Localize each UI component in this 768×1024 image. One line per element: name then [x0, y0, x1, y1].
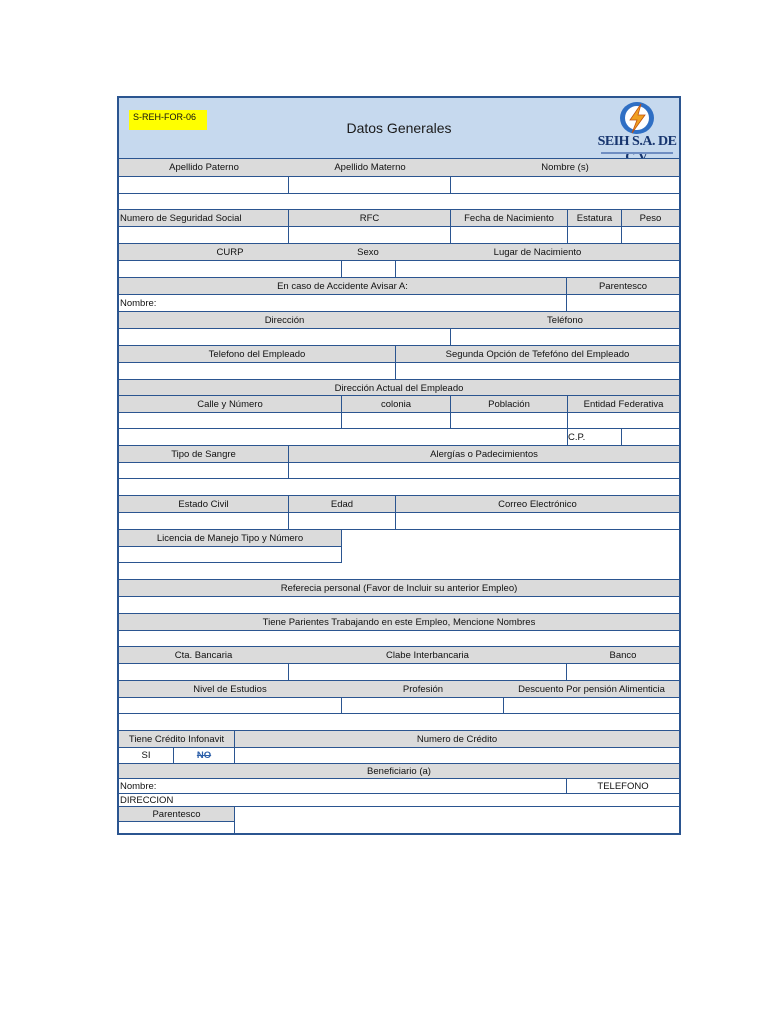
telefono-field[interactable] [451, 329, 679, 345]
apellido-materno-label: Apellido Materno [334, 162, 406, 173]
estado-civil-field[interactable] [119, 513, 288, 529]
edad-label: Edad [330, 498, 354, 510]
credito-infonavit-label: Tiene Crédito Infonavit [128, 733, 225, 745]
telefono-label: Teléfono [547, 314, 583, 326]
beneficiario-parentesco-field[interactable] [119, 822, 234, 835]
descuento-field[interactable] [504, 698, 679, 713]
profesion-label: Profesión [402, 683, 444, 695]
estado-civil-label: Estado Civil [178, 498, 229, 510]
peso-field[interactable] [622, 227, 679, 243]
nss-field[interactable] [119, 227, 288, 243]
curp-field[interactable] [119, 261, 341, 277]
alergias-label: Alergías o Padecimientos [430, 448, 538, 460]
tipo-sangre-label: Tipo de Sangre [171, 448, 236, 460]
poblacion-field[interactable] [451, 413, 567, 429]
credito-no-option[interactable]: NO [196, 750, 212, 761]
apellido-paterno-label: Apellido Paterno [169, 162, 239, 173]
form-code: S-REH-FOR-06 [129, 110, 207, 130]
direccion-actual-label: Dirección Actual del Empleado [334, 382, 464, 394]
entidad-federativa-field[interactable] [568, 413, 679, 429]
nss-label: Numero de Seguridad Social [120, 212, 242, 224]
correo-label: Correo Electrónico [498, 498, 577, 510]
colonia-field[interactable] [342, 413, 450, 429]
numero-credito-field[interactable] [235, 748, 679, 763]
nombre-label: Nombre (s) [541, 162, 589, 173]
page-title: Datos Generales [346, 120, 452, 136]
telefono-empleado-field[interactable] [119, 363, 395, 379]
nivel-estudios-field[interactable] [119, 698, 341, 713]
edad-field[interactable] [289, 513, 395, 529]
descuento-label: Descuento Por pensión Alimenticia [518, 683, 665, 695]
entidad-federativa-label: Entidad Federativa [583, 398, 664, 410]
direccion-label: Dirección [264, 314, 305, 326]
alergias-field[interactable] [289, 463, 679, 478]
fecha-nacimiento-field[interactable] [451, 227, 567, 243]
curp-label: CURP [216, 246, 244, 258]
cp-field[interactable] [622, 429, 679, 445]
clabe-field[interactable] [289, 664, 566, 680]
fecha-nacimiento-label: Fecha de Nacimiento [464, 212, 554, 224]
licencia-label: Licencia de Manejo Tipo y Número [119, 530, 341, 546]
parientes-field[interactable] [119, 631, 679, 646]
sexo-field[interactable] [342, 261, 395, 277]
estatura-label: Estatura [576, 212, 613, 224]
lightning-logo-icon [597, 100, 677, 136]
sexo-label: Sexo [357, 246, 379, 258]
parentesco-field[interactable] [567, 295, 679, 311]
segunda-opcion-label: Segunda Opción de Tefefóno del Empleado [445, 348, 630, 360]
beneficiario-telefono-label: TELEFONO [597, 780, 649, 792]
referencia-label: Referecia personal (Favor de Incluir su anterior Empleo) [119, 580, 679, 596]
nombre-field[interactable] [451, 177, 679, 193]
licencia-field[interactable] [119, 547, 341, 562]
beneficiario-label: Beneficiario (a) [119, 764, 679, 778]
calle-numero-field[interactable] [119, 413, 341, 429]
colonia-label: colonia [380, 398, 412, 410]
direccion-field[interactable] [119, 329, 450, 345]
credito-si-option[interactable]: SI [141, 750, 151, 761]
general-data-form [117, 96, 681, 835]
nivel-estudios-label: Nivel de Estudios [193, 683, 267, 695]
segunda-opcion-field[interactable] [396, 363, 679, 379]
lugar-nacimiento-label: Lugar de Nacimiento [493, 246, 582, 258]
rfc-label: RFC [359, 212, 380, 224]
correo-field[interactable] [396, 513, 679, 529]
cp-label: C.P. [568, 431, 586, 443]
poblacion-label: Población [488, 398, 530, 410]
accidente-nombre-label: Nombre: [120, 297, 157, 309]
beneficiario-direccion-label: DIRECCION [120, 794, 174, 806]
clabe-label: Clabe Interbancaria [386, 649, 469, 661]
cta-bancaria-field[interactable] [119, 664, 288, 680]
logo-underline [601, 152, 673, 154]
tipo-sangre-field[interactable] [119, 463, 288, 478]
cta-bancaria-label: Cta. Bancaria [174, 649, 233, 661]
estatura-field[interactable] [568, 227, 621, 243]
rfc-field[interactable] [289, 227, 450, 243]
banco-field[interactable] [567, 664, 679, 680]
parientes-label: Tiene Parientes Trabajando en este Empleo, Mencione Nombres [119, 614, 679, 630]
apellido-materno-field[interactable] [289, 177, 450, 193]
title-band [119, 98, 679, 158]
profesion-field[interactable] [342, 698, 503, 713]
beneficiario-extra-field[interactable] [235, 807, 679, 835]
parentesco-label: Parentesco [598, 280, 648, 292]
beneficiario-parentesco-label: Parentesco [119, 807, 234, 821]
apellido-paterno-field[interactable] [119, 177, 288, 193]
beneficiario-nombre-label: Nombre: [120, 780, 157, 792]
numero-credito-label: Numero de Crédito [416, 733, 498, 745]
lugar-nacimiento-field[interactable] [396, 261, 679, 277]
banco-label: Banco [609, 649, 637, 661]
accidente-label: En caso de Accidente Avisar A: [277, 280, 408, 292]
logo-text: SEIH S.A. DE [597, 134, 677, 149]
calle-numero-label: Calle y Número [197, 398, 263, 410]
telefono-empleado-label: Telefono del Empleado [208, 348, 306, 360]
peso-label: Peso [639, 212, 662, 224]
company-logo [597, 100, 677, 156]
referencia-field[interactable] [119, 597, 679, 613]
